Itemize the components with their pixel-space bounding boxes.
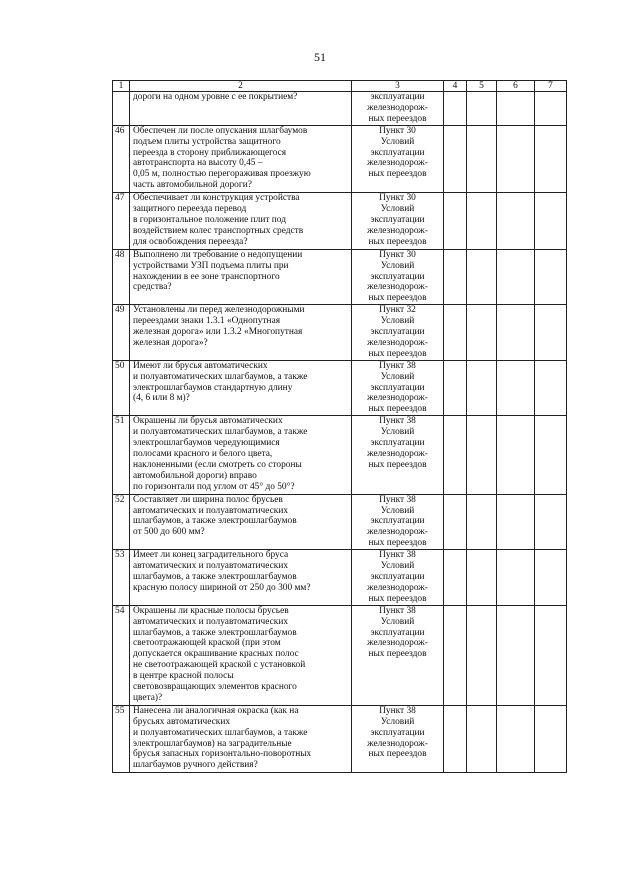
question-line: Окрашены ли красные полосы брусьев	[133, 605, 289, 616]
question-line: устройствами УЗП подъема плиты при	[133, 260, 289, 271]
empty-cell-col-6	[497, 494, 535, 550]
row-number: 53	[113, 550, 130, 606]
empty-cell-col-6	[497, 416, 535, 494]
reference-line: Условий	[380, 136, 415, 147]
reference-line: Пункт 38	[379, 416, 416, 427]
empty-cell-col-6	[497, 360, 535, 416]
reference-line: железнодорож-	[367, 393, 428, 404]
table-row	[113, 249, 567, 305]
question-line: и полуавтоматических шлагбаумов, а также	[133, 727, 308, 738]
reference-line: железнодорож-	[367, 225, 428, 236]
empty-cell-col-5	[467, 249, 497, 305]
question-line: железная дорога»?	[133, 337, 208, 348]
table-row	[113, 125, 567, 192]
empty-cell-col-4	[444, 305, 467, 361]
reference-cell	[352, 360, 444, 416]
reference-line: ных переездов	[368, 293, 427, 304]
reference-cell	[352, 605, 444, 705]
empty-cell-col-4	[444, 92, 467, 126]
reference-line: ных переездов	[368, 538, 427, 549]
reference-line: Условий	[380, 716, 415, 727]
reference-line: ных переездов	[368, 649, 427, 660]
table-row	[113, 193, 567, 250]
empty-cell-col-7	[535, 605, 567, 705]
empty-cell-col-4	[444, 249, 467, 305]
reference-line: эксплуатации	[370, 382, 425, 393]
question-cell	[130, 193, 352, 250]
row-number: 54	[113, 605, 130, 705]
reference-line: железнодорож-	[367, 337, 428, 348]
reference-line: эксплуатации	[370, 147, 425, 158]
header-col-1: 1	[113, 81, 130, 92]
reference-line: Пункт 38	[379, 705, 416, 716]
empty-cell-col-4	[444, 416, 467, 494]
empty-cell-col-6	[497, 193, 535, 250]
empty-cell-col-5	[467, 125, 497, 192]
empty-cell-col-5	[467, 193, 497, 250]
question-line: для освобождения переезда?	[133, 236, 248, 247]
reference-line: Условий	[380, 616, 415, 627]
reference-line: Пункт 38	[379, 550, 416, 561]
row-number: 49	[113, 305, 130, 361]
reference-line: эксплуатации	[370, 214, 425, 225]
row-number: 50	[113, 360, 130, 416]
reference-line: железнодорож-	[367, 582, 428, 593]
reference-line: ных переездов	[368, 236, 427, 247]
empty-cell-col-6	[497, 605, 535, 705]
row-number: 52	[113, 494, 130, 550]
question-line: световозвращающих элементов красного	[133, 682, 297, 693]
empty-cell-col-7	[535, 494, 567, 550]
reference-cell	[352, 249, 444, 305]
reference-line: железнодорож-	[367, 527, 428, 538]
row-number: 55	[113, 705, 130, 772]
table-row	[113, 494, 567, 550]
table-row	[113, 605, 567, 705]
question-line: шлагбаумов, а также электрошлагбаумов	[133, 627, 297, 638]
empty-cell-col-4	[444, 550, 467, 606]
question-line: Обеспечен ли после опускания шлагбаумов	[133, 125, 308, 136]
table-row	[113, 360, 567, 416]
question-line: электрошлагбаумов чередующимися	[133, 438, 280, 449]
question-line: воздействием колес транспортных средств	[133, 225, 304, 236]
question-line: брусья запасных горизонтально-поворотных	[133, 749, 312, 760]
reference-line: Условий	[380, 371, 415, 382]
empty-cell-col-5	[467, 705, 497, 772]
reference-line: Пункт 30	[379, 125, 416, 136]
question-line: в центре красной полосы	[133, 671, 234, 682]
row-number: 46	[113, 125, 130, 192]
reference-line: железнодорож-	[367, 158, 428, 169]
checklist-table	[112, 80, 567, 773]
question-cell	[130, 92, 352, 126]
empty-cell-col-5	[467, 92, 497, 126]
empty-cell-col-7	[535, 92, 567, 126]
empty-cell-col-6	[497, 305, 535, 361]
question-line: электрошлагбаумов) на заградительные	[133, 738, 292, 749]
header-col-6: 6	[497, 81, 535, 92]
reference-line: Пункт 30	[379, 193, 416, 204]
question-line: полосами красного и белого цвета,	[133, 449, 273, 459]
reference-line: железнодорож-	[367, 638, 428, 649]
question-cell	[130, 705, 352, 772]
empty-cell-col-7	[535, 125, 567, 192]
question-line: шлагбаумов, а также электрошлагбаумов	[133, 516, 297, 527]
question-line: дороги на одном уровне с ее покрытием?	[133, 92, 298, 102]
empty-cell-col-6	[497, 705, 535, 772]
reference-cell	[352, 705, 444, 772]
table-row	[113, 550, 567, 606]
empty-cell-col-4	[444, 125, 467, 192]
question-cell	[130, 305, 352, 361]
empty-cell-col-7	[535, 193, 567, 250]
reference-line: эксплуатации	[370, 327, 425, 338]
reference-line: эксплуатации	[370, 571, 425, 582]
empty-cell-col-4	[444, 360, 467, 416]
question-line: и полуавтоматических шлагбаумов, а также	[133, 427, 308, 438]
reference-cell	[352, 494, 444, 550]
reference-line: ных переездов	[368, 749, 427, 760]
empty-cell-col-4	[444, 494, 467, 550]
question-line: шлагбаумов, а также электрошлагбаумов	[133, 571, 297, 582]
table-row	[113, 705, 567, 772]
table-row	[113, 416, 567, 494]
reference-cell	[352, 416, 444, 494]
reference-line: ных переездов	[368, 404, 427, 415]
reference-cell	[352, 305, 444, 361]
reference-line: ных переездов	[368, 113, 427, 124]
question-line: шлагбаумов ручного действия?	[133, 760, 258, 771]
reference-line: Условий	[380, 204, 415, 215]
reference-line: ных переездов	[368, 348, 427, 359]
question-line: Окрашены ли брусья автоматических	[133, 416, 283, 427]
question-line: Имеют ли брусья автоматических	[133, 360, 268, 371]
question-line: светоотражающей краской (при этом	[133, 638, 281, 649]
row-number: 47	[113, 193, 130, 250]
empty-cell-col-6	[497, 249, 535, 305]
empty-cell-col-5	[467, 305, 497, 361]
header-col-2: 2	[130, 81, 352, 92]
question-cell	[130, 416, 352, 494]
reference-cell	[352, 92, 444, 126]
reference-cell	[352, 193, 444, 250]
reference-line: Пункт 30	[379, 249, 416, 260]
empty-cell-col-5	[467, 550, 497, 606]
reference-line: Условий	[380, 260, 415, 271]
empty-cell-col-7	[535, 550, 567, 606]
empty-cell-col-5	[467, 416, 497, 494]
empty-cell-col-5	[467, 360, 497, 416]
question-line: цвета)?	[133, 692, 163, 703]
question-line: электрошлагбаумов стандартную длину	[133, 382, 293, 393]
question-line: от 500 до 600 мм?	[133, 527, 205, 538]
question-line: Выполнено ли требование о недопущении	[133, 249, 303, 260]
header-col-7: 7	[535, 81, 567, 92]
question-line: защитного переезда перевод	[133, 204, 247, 215]
reference-cell	[352, 550, 444, 606]
question-cell	[130, 605, 352, 705]
question-line: часть автомобильной дороги?	[133, 180, 252, 191]
question-line: 0,05 м, полностью перегораживая проезжую	[133, 169, 311, 180]
empty-cell-col-4	[444, 705, 467, 772]
reference-line: железнодорож-	[367, 738, 428, 749]
reference-cell	[352, 125, 444, 192]
header-col-5: 5	[467, 81, 497, 92]
reference-line: Условий	[380, 316, 415, 327]
question-line: наклоненными (если смотреть со стороны	[133, 459, 302, 470]
empty-cell-col-7	[535, 416, 567, 494]
question-line: брусьях автоматических	[133, 716, 231, 727]
reference-line: ных переездов	[368, 169, 427, 180]
row-number	[113, 92, 130, 126]
question-line: красную полосу шириной от 250 до 300 мм?	[133, 582, 311, 593]
question-line: средства?	[133, 282, 172, 293]
question-line: (4, 6 или 8 м)?	[133, 393, 190, 404]
question-cell	[130, 550, 352, 606]
header-col-4: 4	[444, 81, 467, 92]
reference-line: эксплуатации	[370, 438, 425, 449]
question-line: Имеет ли конец заградительного бруса	[133, 550, 289, 561]
reference-line: ных переездов	[368, 593, 427, 604]
reference-line: железнодорож-	[367, 449, 428, 459]
question-line: автотранспорта на высоту 0,45 –	[133, 158, 263, 169]
reference-line: эксплуатации	[370, 92, 425, 102]
empty-cell-col-7	[535, 249, 567, 305]
question-cell	[130, 494, 352, 550]
reference-line: эксплуатации	[370, 516, 425, 527]
question-line: железная дорога» или 1.3.2 «Многопутная	[133, 327, 303, 338]
header-col-3: 3	[352, 81, 444, 92]
empty-cell-col-7	[535, 705, 567, 772]
reference-line: Условий	[380, 561, 415, 572]
empty-cell-col-5	[467, 494, 497, 550]
empty-cell-col-4	[444, 605, 467, 705]
reference-line: железнодорож-	[367, 102, 428, 113]
question-line: переездами знаки 1.3.1 «Однопутная	[133, 316, 281, 327]
reference-line: Условий	[380, 427, 415, 438]
question-line: не светоотражающей краской с установкой	[133, 660, 306, 671]
reference-line: эксплуатации	[370, 627, 425, 638]
question-line: Обеспечивает ли конструкция устройства	[133, 193, 300, 204]
empty-cell-col-5	[467, 605, 497, 705]
table-row	[113, 92, 567, 126]
reference-line: Пункт 38	[379, 360, 416, 371]
question-line: Нанесена ли аналогичная окраска (как на	[133, 705, 299, 716]
question-line: и полуавтоматических шлагбаумов, а также	[133, 371, 308, 382]
question-line: автоматических и полуавтоматических	[133, 561, 289, 572]
question-line: по горизонтали под углом от 45° до 50°?	[133, 481, 295, 492]
header-row	[113, 81, 567, 92]
reference-line: Условий	[380, 505, 415, 516]
question-line: в горизонтальное положение плит под	[133, 214, 286, 225]
reference-line: эксплуатации	[370, 271, 425, 282]
question-cell	[130, 125, 352, 192]
empty-cell-col-4	[444, 193, 467, 250]
question-line: Составляет ли ширина полос брусьев	[133, 494, 283, 505]
question-line: нахождении в ее зоне транспортного	[133, 271, 280, 282]
reference-line: Пункт 32	[379, 305, 416, 316]
reference-line: эксплуатации	[370, 727, 425, 738]
empty-cell-col-6	[497, 550, 535, 606]
question-cell	[130, 360, 352, 416]
question-line: допускается окрашивание красных полос	[133, 649, 299, 660]
reference-line: железнодорож-	[367, 282, 428, 293]
empty-cell-col-7	[535, 305, 567, 361]
row-number: 51	[113, 416, 130, 494]
question-line: подъем плиты устройства защитного	[133, 136, 281, 147]
question-line: Установлены ли перед железнодорожными	[133, 305, 305, 316]
empty-cell-col-6	[497, 92, 535, 126]
row-number: 48	[113, 249, 130, 305]
reference-line: ных переездов	[368, 459, 427, 470]
empty-cell-col-6	[497, 125, 535, 192]
reference-line: Пункт 38	[379, 494, 416, 505]
question-line: переезда в сторону приближающегося	[133, 147, 287, 158]
question-line: автоматических и полуавтоматических	[133, 616, 289, 627]
question-line: автоматических и полуавтоматических	[133, 505, 289, 516]
page-number: 51	[314, 50, 326, 64]
table-row	[113, 305, 567, 361]
reference-line: Пункт 38	[379, 605, 416, 616]
empty-cell-col-7	[535, 360, 567, 416]
question-line: автомобильной дороги) вправо	[133, 470, 257, 481]
question-cell	[130, 249, 352, 305]
